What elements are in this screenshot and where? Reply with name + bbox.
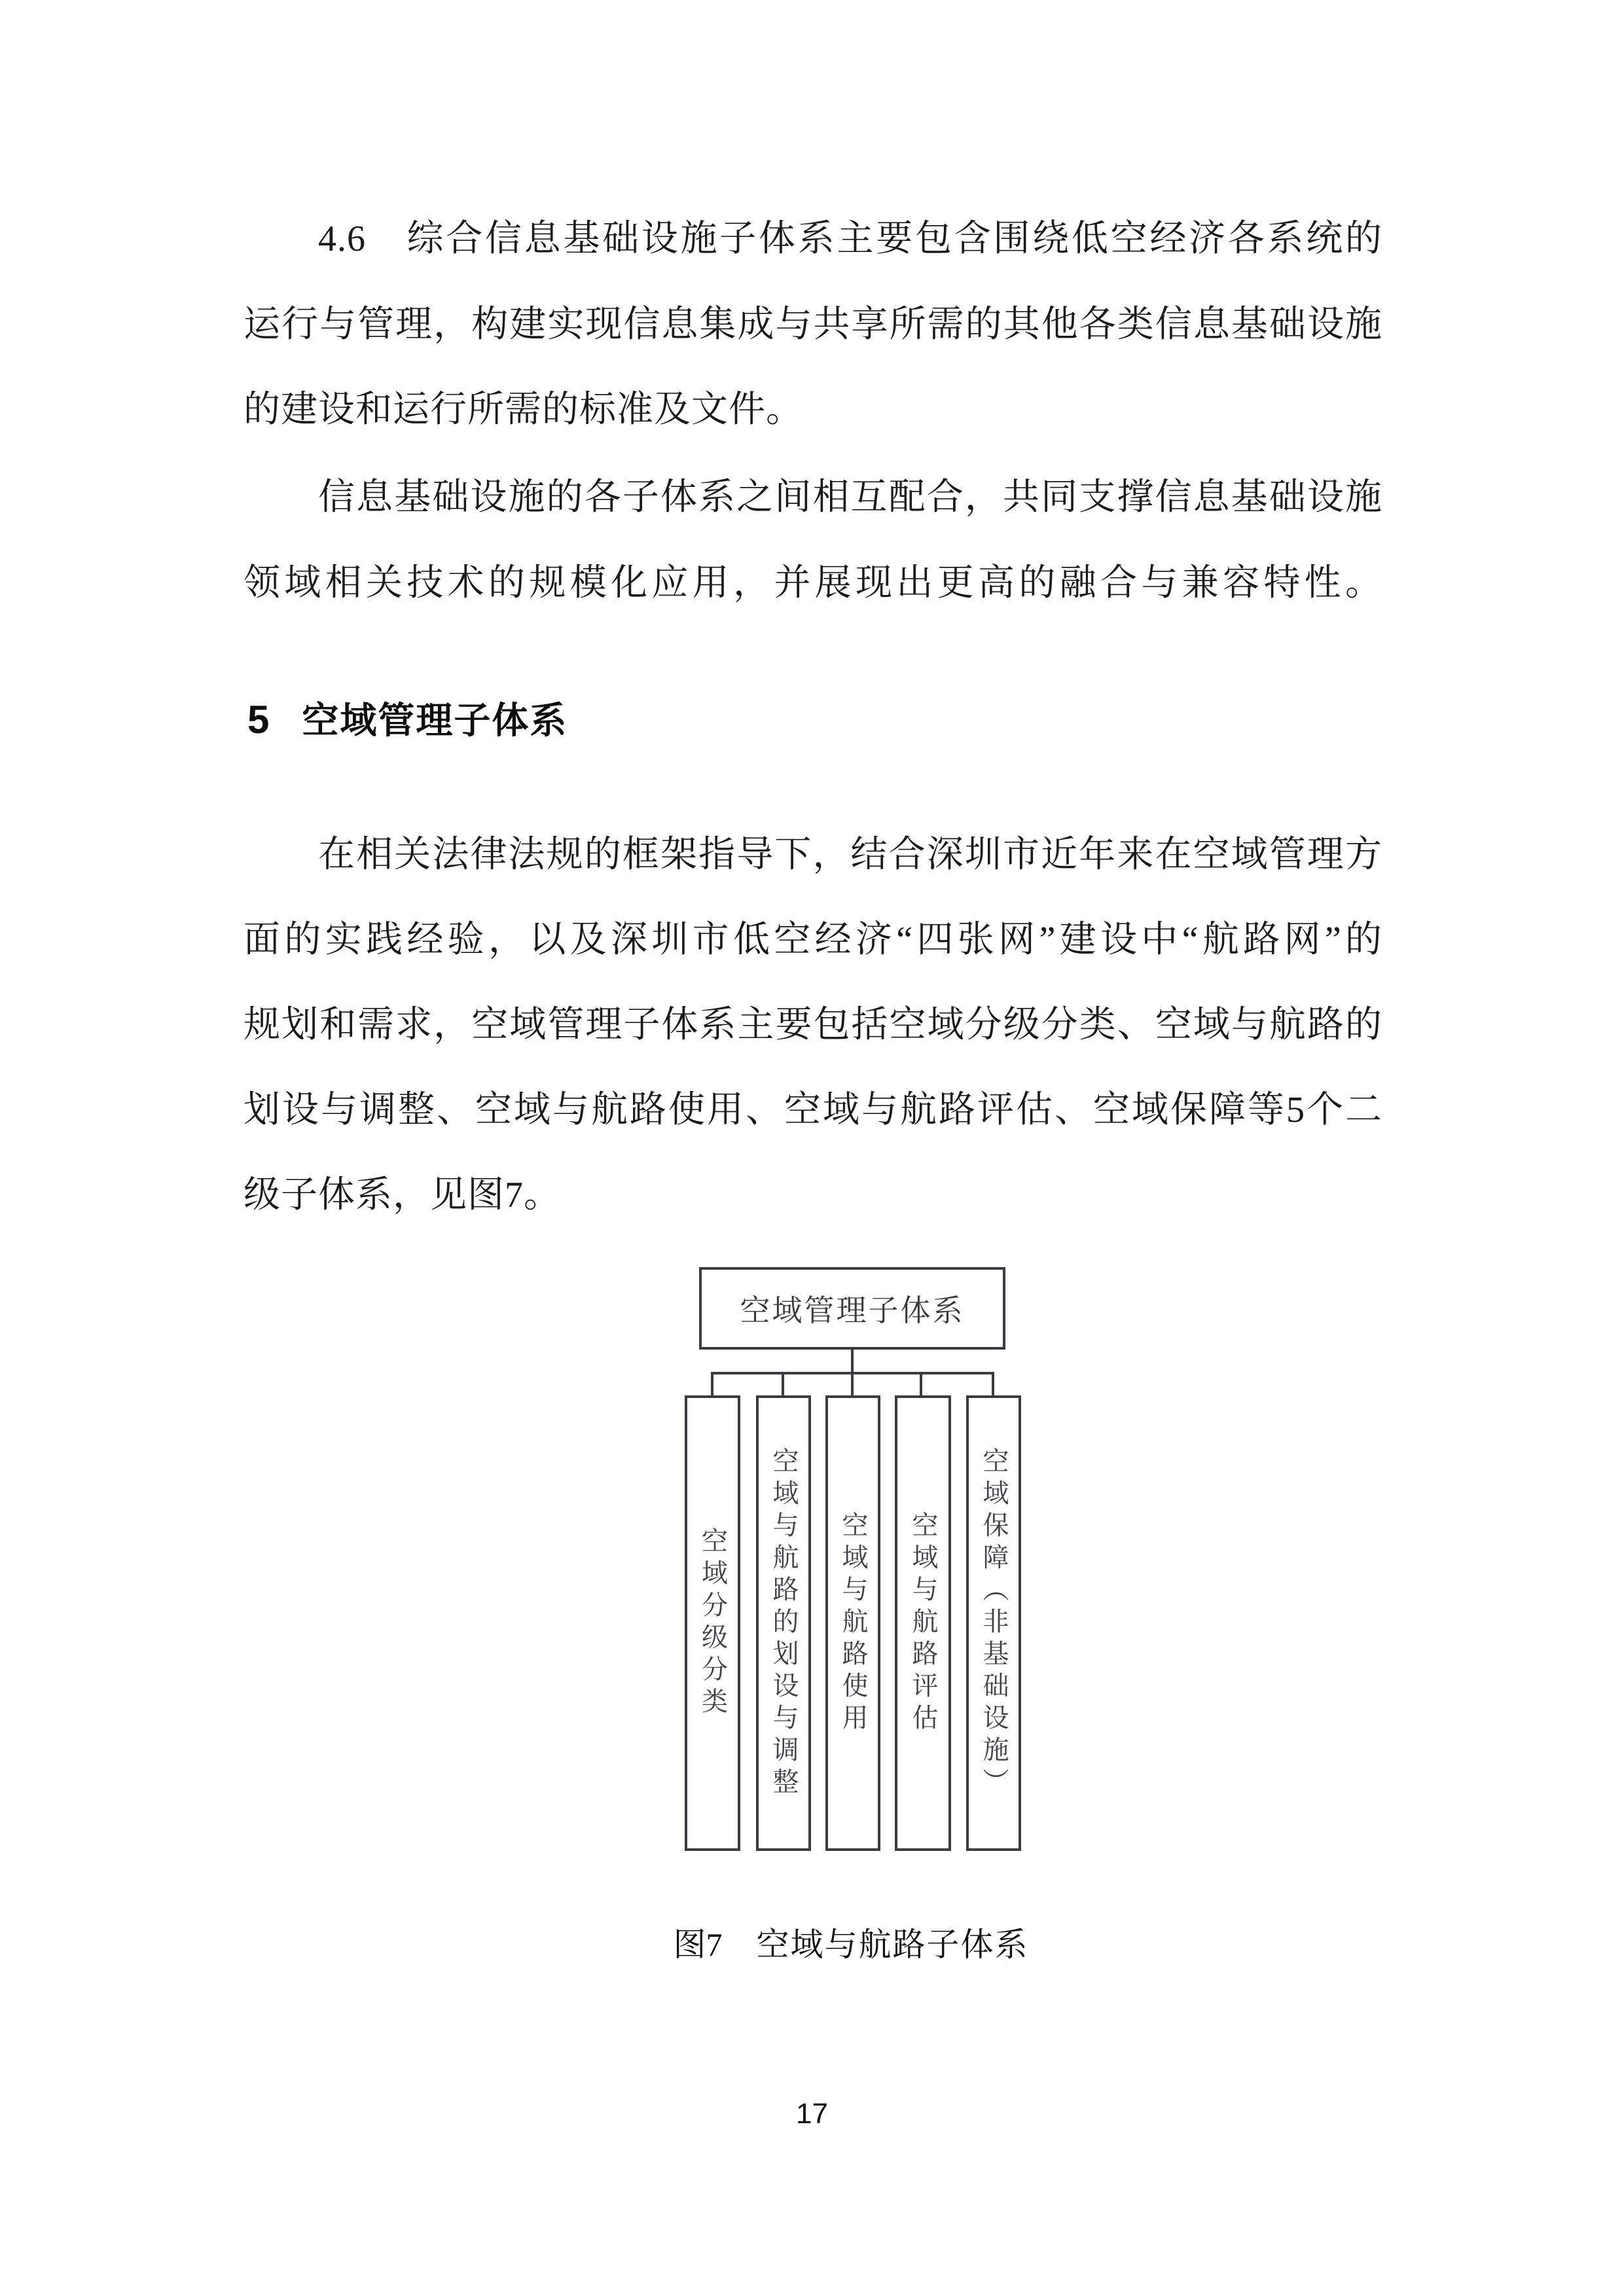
section-title: 空域管理子体系 — [302, 700, 568, 741]
figure-child-label-2: 空域与航路的划设与调整 — [769, 1446, 798, 1800]
connector-drop-1 — [711, 1374, 713, 1395]
figure-child-box-3 — [825, 1395, 880, 1851]
paragraph-airspace-line-1: 在相关法律法规的框架指导下，结合深圳市近年来在空域管理方 — [318, 834, 1382, 875]
figure-child-box-1 — [685, 1395, 740, 1851]
figure-caption-title: 空域与航路子体系 — [756, 1926, 1029, 1963]
figure-child-box-5 — [966, 1395, 1021, 1851]
paragraph-4-6-line-3: 的建设和运行所需的标准及文件。 — [244, 389, 803, 430]
section-heading-5 — [247, 677, 568, 763]
connector-drop-4 — [920, 1374, 922, 1395]
connector-drop-5 — [992, 1374, 994, 1395]
connector-drop-3 — [851, 1374, 854, 1395]
figure-root-label: 空域管理子体系 — [740, 1293, 965, 1327]
page-number: 17 — [796, 2098, 828, 2130]
figure-child-label-5: 空域保障（非基础设施） — [979, 1446, 1008, 1800]
paragraph-airspace-line-3: 规划和需求，空域管理子体系主要包括空域分级分类、空域与航路的 — [244, 1005, 1382, 1045]
paragraph-4-6-line-1: 4.6 综合信息基础设施子体系主要包含围绕低空经济各系统的 — [318, 219, 1382, 259]
figure-child-label-4: 空域与航路评估 — [909, 1511, 937, 1736]
paragraph-info-line-2: 领域相关技术的规模化应用，并展现出更高的融合与兼容特性。 — [244, 563, 1382, 603]
connector-drop-2 — [782, 1374, 784, 1395]
figure-child-box-4 — [895, 1395, 951, 1851]
figure-caption-label: 图7 — [673, 1926, 723, 1963]
figure-child-box-2 — [756, 1395, 811, 1851]
paragraph-airspace-line-5: 级子体系，见图7。 — [244, 1175, 561, 1215]
figure-caption — [0, 1922, 1624, 1967]
paragraph-airspace-line-2: 面的实践经验，以及深圳市低空经济“四张网”建设中“航路网”的 — [244, 920, 1382, 960]
figure-child-label-1: 空域分级分类 — [698, 1527, 727, 1719]
section-number: 5 — [247, 698, 270, 742]
paragraph-airspace-line-4: 划设与调整、空域与航路使用、空域与航路评估、空域保障等5个二 — [244, 1090, 1382, 1130]
figure-child-label-3: 空域与航路使用 — [839, 1511, 867, 1736]
paragraph-info-line-1: 信息基础设施的各子体系之间相互配合，共同支撑信息基础设施 — [318, 477, 1382, 518]
paragraph-4-6-line-2: 运行与管理，构建实现信息集成与共享所需的其他各类信息基础设施 — [244, 304, 1382, 345]
figure-root-box — [699, 1267, 1005, 1350]
connector-stem — [851, 1350, 854, 1374]
